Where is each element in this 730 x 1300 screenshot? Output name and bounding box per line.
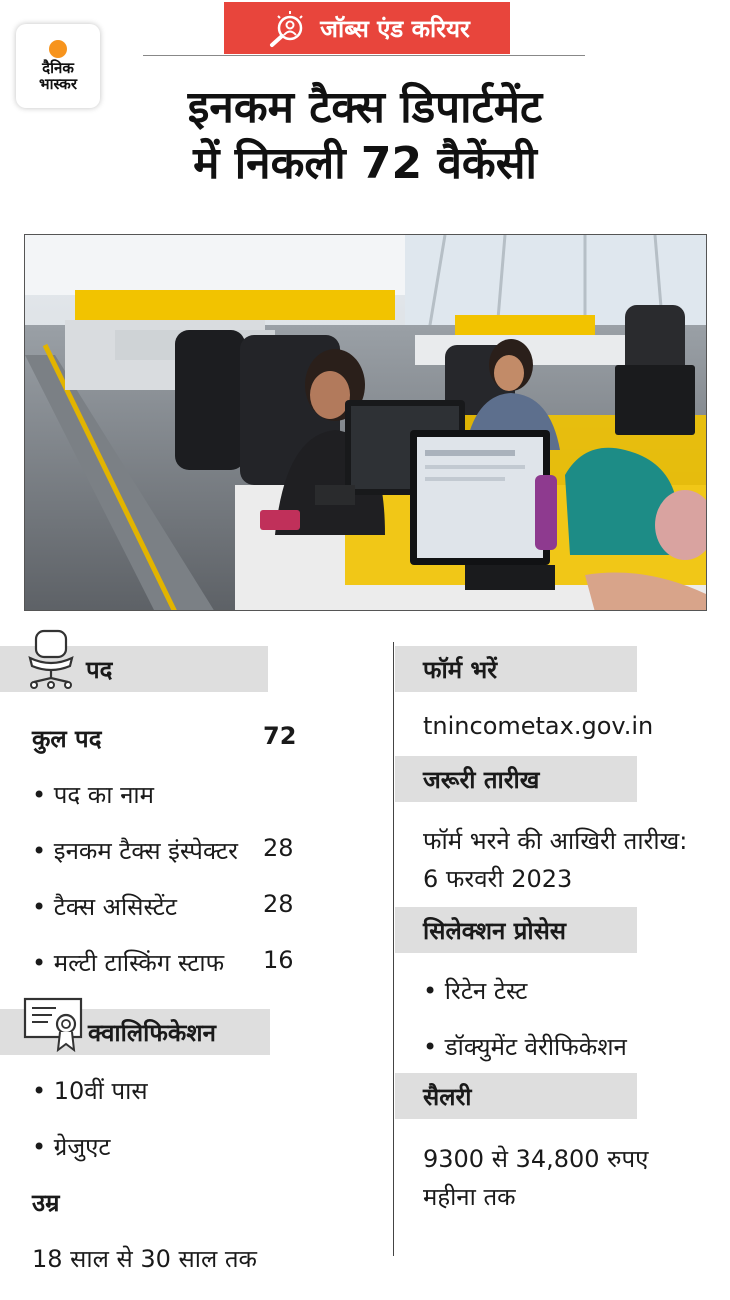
logo-sun-icon [49,40,67,58]
form-header-label: फॉर्म भरें [423,655,498,684]
qualification-item: • 10वीं पास [32,1077,148,1105]
qualification-header-label: क्वालिफिकेशन [88,1018,216,1047]
banner-label: जॉब्स एंड करियर [320,14,470,43]
post-item-name: • टैक्स असिस्टेंट [32,893,177,921]
brand-logo [16,24,100,108]
post-item-name: • मल्टी टास्किंग स्टाफ [32,949,225,977]
post-item-count: 28 [263,834,294,862]
age-value: 18 साल से 30 साल तक [32,1245,257,1273]
last-date-label: फॉर्म भरने की आखिरी तारीख: [423,827,688,855]
salary-section-header [395,1073,637,1119]
selection-section-header [395,907,637,953]
office-chair-icon [24,628,78,690]
headline-line-2: में निकली 72 वैकेंसी [193,138,537,189]
total-posts-label: कुल पद [32,725,102,753]
selection-item: • रिटेन टेस्ट [423,977,528,1005]
career-search-icon [264,8,310,48]
age-label: उम्र [32,1189,60,1217]
selection-item: • डॉक्युमेंट वेरीफिकेशन [423,1033,627,1061]
post-item-name: • इनकम टैक्स इंस्पेक्टर [32,837,238,865]
category-banner [224,2,510,54]
salary-period: महीना तक [423,1183,516,1211]
dates-section-header [395,756,637,802]
header-divider [143,55,585,56]
post-name-label: • पद का नाम [32,781,154,809]
website-link[interactable]: tnincometax.gov.in [423,712,654,740]
last-date-value: 6 फरवरी 2023 [423,865,573,893]
dates-header-label: जरूरी तारीख [423,765,540,794]
qualification-item: • ग्रेजुएट [32,1133,111,1161]
salary-header-label: सैलरी [423,1082,472,1111]
logo-line-2: भास्कर [39,75,77,93]
logo-line-1: दैनिक [42,59,74,77]
form-section-header [395,646,637,692]
office-photo [24,234,707,611]
headline [100,80,630,192]
salary-range: 9300 से 34,800 रुपए [423,1145,649,1173]
posts-header-label: पद [86,655,113,684]
total-posts-value: 72 [263,722,297,750]
selection-header-label: सिलेक्शन प्रोसेस [423,916,567,945]
column-divider [393,642,394,1256]
headline-line-1: इनकम टैक्स डिपार्टमेंट [187,82,543,133]
certificate-icon [22,996,84,1054]
post-item-count: 28 [263,890,294,918]
post-item-count: 16 [263,946,294,974]
